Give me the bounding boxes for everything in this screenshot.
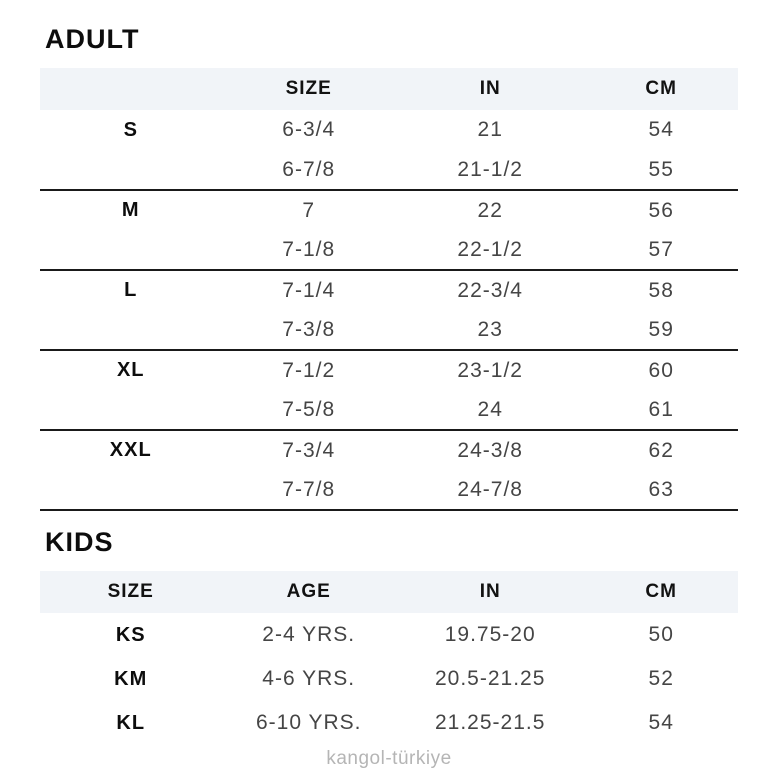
adult-size-cell: 7-7/8 — [221, 470, 396, 510]
kids-cm-cell: 54 — [648, 711, 674, 734]
adult-cm-cell: 62 — [648, 438, 674, 462]
adult-in-cell: 24-3/8 — [457, 438, 523, 462]
adult-in-cell: 21-1/2 — [396, 150, 584, 190]
table-row — [40, 110, 738, 150]
adult-size-cell: 7-3/8 — [221, 310, 396, 350]
adult-col-header-blank — [40, 68, 221, 110]
adult-size-cell: 7 — [302, 198, 316, 222]
kids-in-cell: 20.5-21.25 — [434, 667, 546, 690]
size-label-xl: XL — [116, 359, 145, 381]
adult-in-cell: 22 — [477, 198, 503, 222]
adult-cm-cell: 55 — [584, 150, 738, 190]
adult-in-cell: 21 — [477, 118, 503, 141]
adult-size-cell: 6-7/8 — [221, 150, 396, 190]
kids-col-header-age: AGE — [221, 571, 396, 613]
table-row — [40, 657, 738, 701]
table-row — [40, 190, 738, 230]
kids-age-cell: 2-4 YRS. — [262, 623, 356, 646]
table-row — [40, 390, 738, 430]
size-label-km: KM — [114, 667, 148, 690]
size-label-s: S — [123, 118, 138, 141]
adult-size-cell: 7-1/8 — [221, 230, 396, 270]
kids-in-cell: 21.25-21.5 — [434, 711, 546, 734]
table-row — [40, 230, 738, 270]
size-label-empty — [40, 470, 221, 510]
adult-col-header-cm: CM — [584, 68, 738, 110]
adult-in-cell: 24 — [396, 390, 584, 430]
adult-in-cell: 23-1/2 — [457, 358, 523, 382]
adult-in-cell: 22-3/4 — [457, 278, 523, 302]
kids-cm-cell: 52 — [648, 667, 674, 690]
kids-col-header-size: SIZE — [40, 571, 221, 613]
kids-age-cell: 4-6 YRS. — [262, 667, 356, 690]
table-row — [40, 430, 738, 470]
kids-header-row — [40, 571, 738, 613]
adult-size-table — [40, 68, 738, 511]
kids-in-cell: 19.75-20 — [444, 623, 536, 646]
size-label-empty — [40, 230, 221, 270]
kids-col-header-cm: CM — [584, 571, 738, 613]
size-label-empty — [40, 150, 221, 190]
size-label-empty — [40, 390, 221, 430]
table-row — [40, 470, 738, 510]
size-label-l: L — [124, 279, 138, 301]
kids-cm-cell: 50 — [648, 623, 674, 646]
kids-col-header-in: IN — [396, 571, 584, 613]
adult-cm-cell: 60 — [648, 358, 674, 382]
kids-size-table — [40, 571, 738, 745]
adult-size-cell: 6-3/4 — [282, 118, 336, 141]
adult-cm-cell: 54 — [648, 118, 674, 141]
adult-col-header-in: IN — [396, 68, 584, 110]
adult-cm-cell: 56 — [648, 198, 674, 222]
kids-age-cell: 6-10 YRS. — [255, 711, 362, 734]
adult-cm-cell: 58 — [648, 278, 674, 302]
adult-size-cell: 7-3/4 — [282, 438, 336, 462]
adult-in-cell: 24-7/8 — [396, 470, 584, 510]
kids-section-title: KIDS — [45, 527, 114, 557]
site-watermark: kangol-türkiye — [326, 748, 452, 769]
size-label-xxl: XXL — [109, 439, 152, 461]
adult-size-cell: 7-5/8 — [221, 390, 396, 430]
table-row — [40, 701, 738, 745]
adult-col-header-size: SIZE — [221, 68, 396, 110]
adult-header-row — [40, 68, 738, 110]
adult-in-cell: 22-1/2 — [396, 230, 584, 270]
adult-cm-cell: 59 — [584, 310, 738, 350]
adult-cm-cell: 63 — [584, 470, 738, 510]
table-row — [40, 350, 738, 390]
adult-size-cell: 7-1/2 — [282, 358, 336, 382]
table-row — [40, 150, 738, 190]
adult-size-cell: 7-1/4 — [282, 278, 336, 302]
adult-section-title: ADULT — [45, 24, 140, 54]
adult-in-cell: 23 — [396, 310, 584, 350]
size-label-ks: KS — [115, 623, 146, 646]
table-row — [40, 270, 738, 310]
table-row — [40, 613, 738, 657]
table-row — [40, 310, 738, 350]
adult-cm-cell: 57 — [584, 230, 738, 270]
size-label-empty — [40, 310, 221, 350]
size-label-m: M — [121, 199, 140, 221]
size-label-kl: KL — [116, 711, 146, 734]
adult-cm-cell: 61 — [584, 390, 738, 430]
